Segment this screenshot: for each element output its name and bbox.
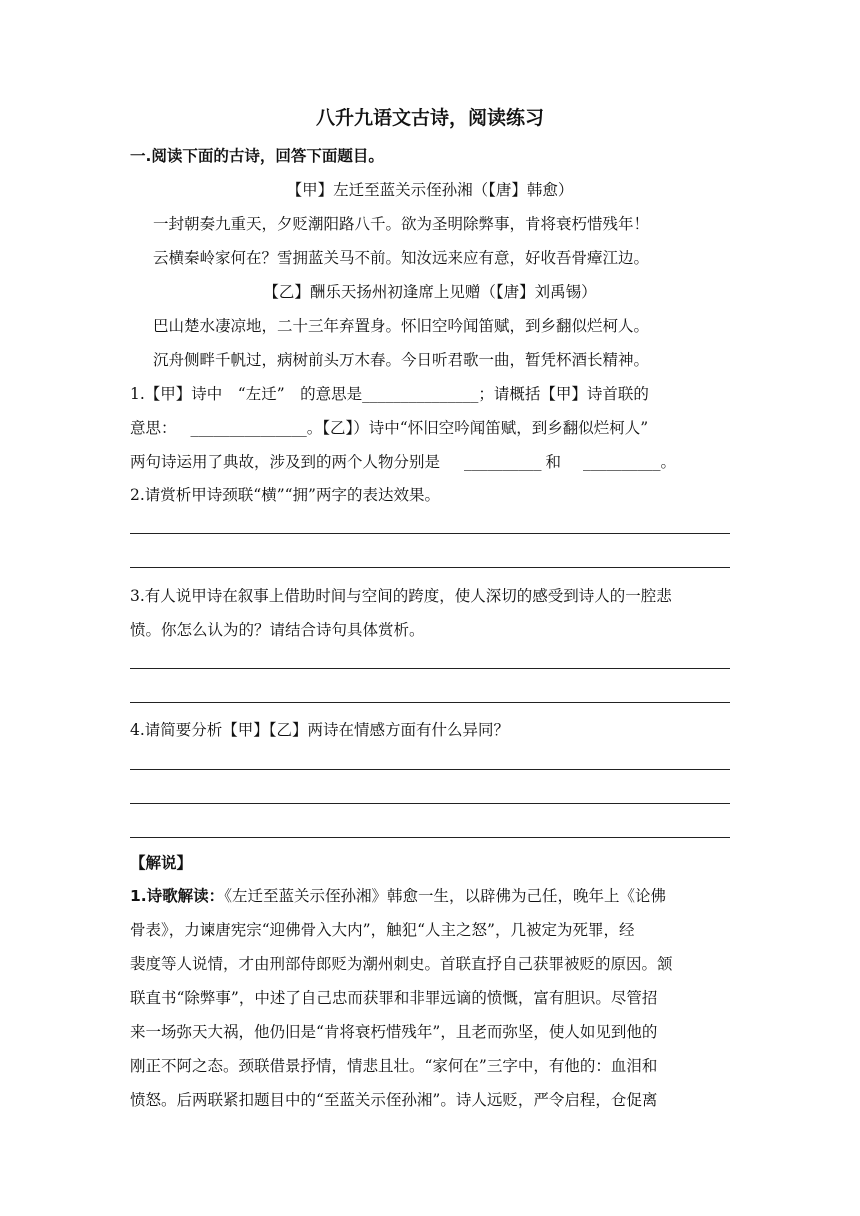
q1-text-g: 。 — [660, 453, 677, 471]
poem-a-line-2: 云横秦岭家何在？雪拥蓝关马不前。知汝远来应有意，好收吾骨瘴江边。 — [153, 249, 650, 267]
q1-text-c: 意思： — [130, 419, 177, 437]
q1-text-d: 。【乙】）诗中“怀旧空吟闻笛赋，到乡翻似烂柯人” — [306, 419, 649, 437]
question-2: 2.请赏析甲诗颈联“横”“拥”两字的表达效果。 — [130, 486, 440, 504]
page-title: 八升九语文古诗，阅读练习 — [315, 107, 544, 129]
q1-blank-3[interactable]: __________ — [464, 453, 542, 471]
section-heading: 一.阅读下面的古诗，回答下面题目。 — [130, 147, 384, 165]
explanation-label: 1.诗歌解读： — [130, 887, 225, 905]
q1-text-f: 和 — [545, 453, 562, 471]
poem-a-line-1: 一封朝奏九重天，夕贬潮阳路八千。欲为圣明除弊事，肯将衰朽惜残年！ — [153, 215, 650, 233]
explanation-line-6: 刚正不阿之态。颈联借景抒情，情悲且壮。“家何在”三字中，有他的：血泪和 — [130, 1057, 658, 1075]
explanation-line-4: 联直书“除弊事”，中述了自己忠而获罪和非罪远谪的愤慨，富有胆识。尽管招 — [130, 989, 658, 1007]
answer-line-q2-1[interactable] — [130, 533, 730, 534]
q1-text-e: 两句诗运用了典故，涉及到的两个人物分别是 — [130, 453, 441, 471]
poem-b-line-1: 巴山楚水凄凉地，二十三年弃置身。怀旧空吟闻笛赋，到乡翻似烂柯人。 — [153, 317, 650, 335]
poem-a-header: 【甲】左迁至蓝关示侄孙湘（【唐】韩愈） — [286, 181, 574, 199]
answer-line-q2-2[interactable] — [130, 567, 730, 568]
explanation-line-5: 来一场弥天大祸，他仍旧是“肯将衰朽惜残年”，且老而弥坚，使人如见到他的 — [130, 1023, 658, 1041]
explanation-heading: 【解说】 — [130, 854, 193, 872]
explanation-line-3: 裴度等人说情，才由刑部侍郎贬为潮州刺史。首联直抒自己获罪被贬的原因。颔 — [130, 955, 673, 973]
explanation-line-1 — [130, 886, 730, 906]
answer-line-q4-3[interactable] — [130, 837, 730, 838]
question-4: 4.请简要分析【甲】【乙】两诗在情感方面有什么异同？ — [130, 721, 510, 739]
q1-blank-1[interactable]: _______________ — [362, 385, 479, 403]
question-3-line-2: 愤。你怎么认为的？请结合诗句具体赏析。 — [130, 621, 425, 639]
poem-b-header: 【乙】酬乐天扬州初逢席上见赠（【唐】刘禹锡） — [263, 283, 597, 301]
poem-b-line-2: 沉舟侧畔千帆过，病树前头万木春。今日听君歌一曲，暂凭杯酒长精神。 — [153, 351, 650, 369]
q1-blank-4[interactable]: __________ — [583, 453, 661, 471]
explanation-line-2: 骨表》，力谏唐宪宗“迎佛骨入大内”，触犯“人主之怒”，几被定为死罪，经 — [130, 921, 635, 939]
explanation-line-7: 愤怒。后两联紧扣题目中的“至蓝关示侄孙湘”。诗人远贬，严令启程，仓促离 — [130, 1091, 658, 1109]
question-1-line-1 — [130, 384, 730, 404]
answer-line-q4-1[interactable] — [130, 769, 730, 770]
q1-text-a: 1.【甲】诗中 “左迁” 的意思是 — [130, 385, 363, 403]
q1-text-b: ；请概括【甲】诗首联的 — [478, 385, 649, 403]
answer-line-q3-2[interactable] — [130, 702, 730, 703]
answer-line-q4-2[interactable] — [130, 803, 730, 804]
q1-blank-2[interactable]: _______________ — [190, 419, 307, 437]
explanation-text-1: 《左迁至蓝关示侄孙湘》韩愈一生，以辟佛为己任，晚年上《论佛 — [224, 887, 666, 905]
question-3-line-1: 3.有人说甲诗在叙事上借助时间与空间的跨度，使人深切的感受到诗人的一腔悲 — [130, 587, 672, 605]
question-1-line-3 — [130, 452, 730, 472]
answer-line-q3-1[interactable] — [130, 668, 730, 669]
question-1-line-2 — [130, 418, 730, 438]
